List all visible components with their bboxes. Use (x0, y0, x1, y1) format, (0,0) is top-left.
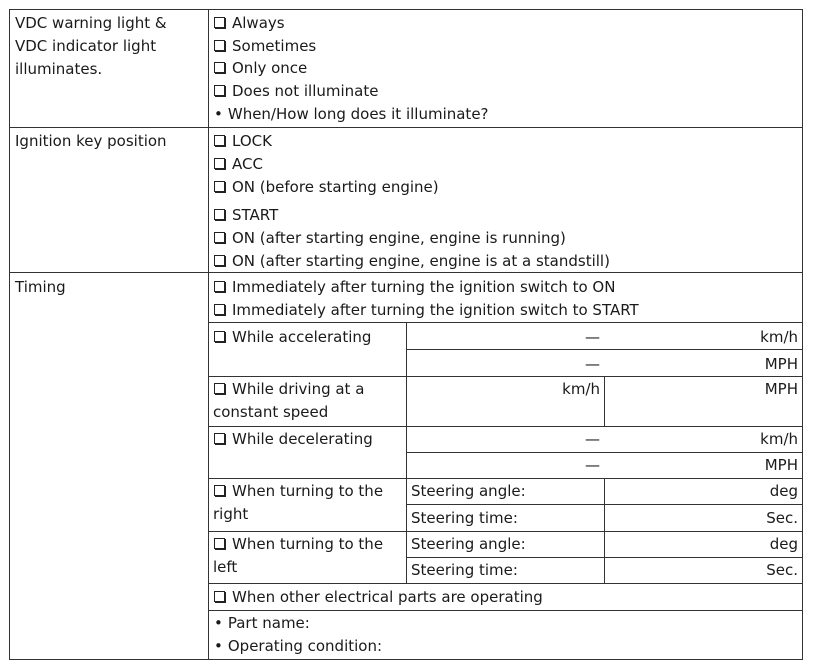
column-divider (406, 322, 407, 583)
speed-range-dash: — (585, 456, 600, 474)
timing-option-constant-speed[interactable]: While driving at a (214, 381, 364, 398)
checkbox-icon[interactable] (214, 331, 225, 342)
ignition-option-lock[interactable]: LOCK (214, 133, 272, 150)
unit-kmh: km/h (760, 430, 798, 448)
checkbox-icon[interactable] (214, 158, 225, 169)
unit-deg: deg (769, 535, 798, 553)
unit-sec: Sec. (766, 509, 798, 527)
row-divider (208, 426, 803, 427)
checkbox-icon[interactable] (214, 281, 225, 292)
unit-mph: MPH (764, 380, 798, 398)
checkbox-icon[interactable] (214, 383, 225, 394)
timing-option-immediately-on[interactable]: Immediately after turning the ignition switch to ON (214, 279, 615, 296)
checkbox-icon[interactable] (214, 135, 225, 146)
row-divider (406, 349, 803, 350)
timing-option-electrical-parts[interactable]: When other electrical parts are operating (214, 589, 543, 606)
ignition-option-on-running[interactable]: ON (after starting engine, engine is running) (214, 230, 566, 247)
vdc-option-does-not-illuminate[interactable]: Does not illuminate (214, 83, 378, 100)
row-divider (208, 478, 803, 479)
operating-condition-field: • Operating condition: (214, 637, 383, 655)
checkbox-icon[interactable] (214, 181, 225, 192)
unit-kmh: km/h (562, 380, 600, 398)
unit-sec: Sec. (766, 561, 798, 579)
ignition-option-acc[interactable]: ACC (214, 156, 263, 173)
bullet-icon: • (214, 637, 223, 655)
steering-time-label: Steering time: (411, 509, 518, 527)
bullet-icon: • (214, 614, 223, 632)
row-divider (9, 127, 803, 128)
ignition-option-start[interactable]: START (214, 207, 278, 224)
ignition-label: Ignition key position (15, 132, 167, 150)
vdc-label-line: VDC warning light & (15, 14, 167, 32)
steering-angle-label: Steering angle: (411, 535, 526, 553)
checkbox-icon[interactable] (214, 538, 225, 549)
checkbox-icon[interactable] (214, 17, 225, 28)
speed-range-dash: — (585, 328, 600, 346)
constant-speed-label-line: constant speed (213, 403, 329, 421)
checkbox-icon[interactable] (214, 304, 225, 315)
checkbox-icon[interactable] (214, 591, 225, 602)
vdc-option-always[interactable]: Always (214, 15, 285, 32)
checkbox-icon[interactable] (214, 255, 225, 266)
timing-option-immediately-start[interactable]: Immediately after turning the ignition switch to START (214, 302, 639, 319)
vdc-option-sometimes[interactable]: Sometimes (214, 38, 316, 55)
steering-time-label: Steering time: (411, 561, 518, 579)
unit-mph: MPH (764, 355, 798, 373)
turning-right-label-line: right (213, 505, 249, 523)
timing-option-decelerating[interactable]: While decelerating (214, 431, 373, 448)
row-divider (208, 531, 803, 532)
timing-option-turning-left[interactable]: When turning to the (214, 536, 383, 553)
unit-kmh: km/h (760, 328, 798, 346)
row-divider (208, 322, 803, 323)
checkbox-icon[interactable] (214, 485, 225, 496)
unit-mph: MPH (764, 456, 798, 474)
timing-option-accelerating[interactable]: While accelerating (214, 329, 371, 346)
checkbox-icon[interactable] (214, 62, 225, 73)
row-divider (208, 583, 803, 584)
timing-option-turning-right[interactable]: When turning to the (214, 483, 383, 500)
checkbox-icon[interactable] (214, 433, 225, 444)
part-name-field: • Part name: (214, 614, 310, 632)
vdc-option-only-once[interactable]: Only once (214, 60, 307, 77)
checkbox-icon[interactable] (214, 85, 225, 96)
timing-label: Timing (15, 278, 66, 296)
ignition-option-on-standstill[interactable]: ON (after starting engine, engine is at a standstill) (214, 253, 610, 270)
speed-range-dash: — (585, 355, 600, 373)
checkbox-icon[interactable] (214, 232, 225, 243)
vdc-note: • When/How long does it illuminate? (214, 105, 489, 123)
row-divider (406, 452, 803, 453)
column-divider (604, 376, 605, 426)
row-divider (9, 272, 803, 273)
row-divider (208, 610, 803, 611)
vdc-label-line: VDC indicator light (15, 37, 157, 55)
bullet-icon: • (214, 105, 223, 123)
speed-range-dash: — (585, 430, 600, 448)
unit-deg: deg (769, 482, 798, 500)
row-divider (208, 376, 803, 377)
column-divider (604, 478, 605, 583)
turning-left-label-line: left (213, 558, 238, 576)
vdc-label-line: illuminates. (15, 60, 103, 78)
checkbox-icon[interactable] (214, 40, 225, 51)
column-divider (208, 9, 209, 660)
ignition-option-on-before[interactable]: ON (before starting engine) (214, 179, 439, 196)
steering-angle-label: Steering angle: (411, 482, 526, 500)
checkbox-icon[interactable] (214, 209, 225, 220)
